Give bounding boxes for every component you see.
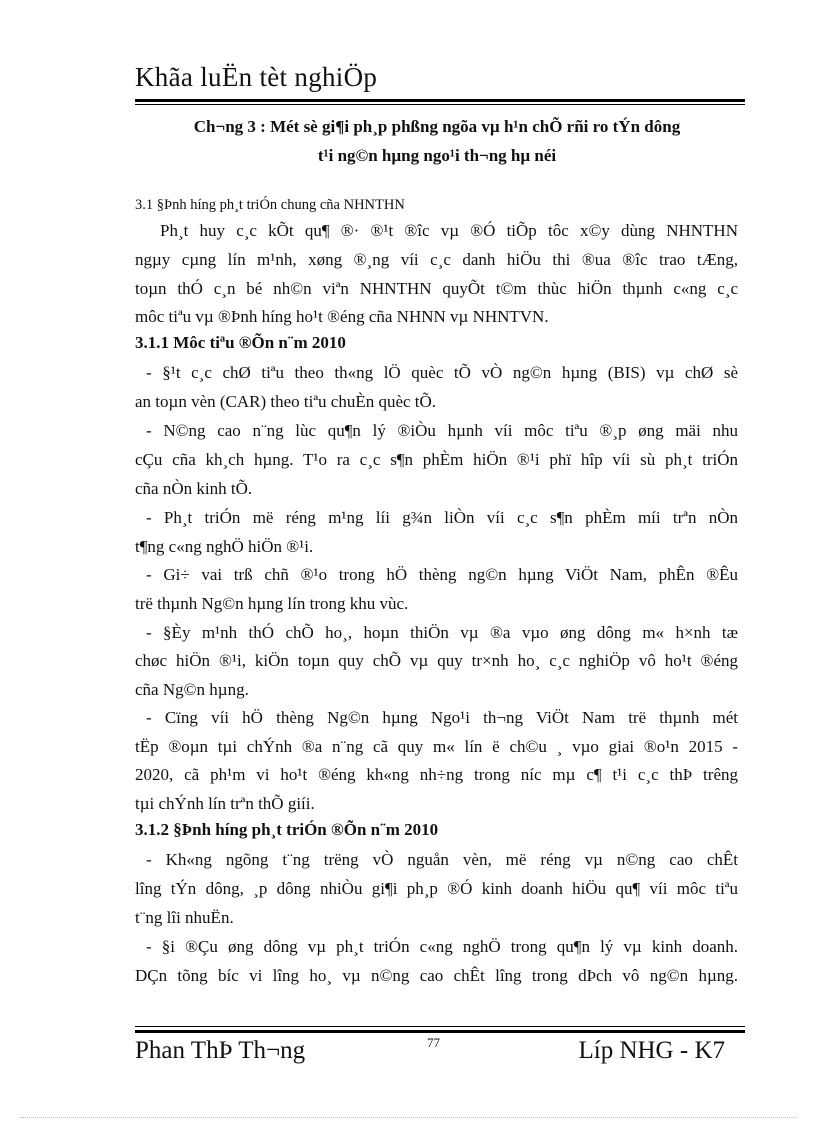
bullet-line: tËp ®oµn tµi chÝnh ®a n¨ng cã quy m« lín ë ch©u ¸ vµo giai ®o¹n 2015 - <box>135 737 738 756</box>
paragraph-line: môc tiªu vµ ®Þnh híng ho¹t ®éng cña NHNN vµ NHNTVN. <box>135 307 549 326</box>
section-heading-3-1-2: 3.1.2 §Þnh híng ph¸t triÓn ®Õn n¨m 2010 <box>135 820 439 839</box>
bullet-line: - §¹t c¸c chØ tiªu theo th«ng lÖ quèc tÕ vÒ ng©n hµng (BIS) vµ chØ sè <box>146 363 738 382</box>
header-rule-thin <box>135 104 745 105</box>
bullet-line: an toµn vèn (CAR) theo tiªu chuÈn quèc tÕ. <box>135 392 437 411</box>
footer-rule-thick <box>135 1030 745 1033</box>
paragraph-line: ngµy cµng lín m¹nh, xøng ®¸ng víi c¸c danh hiÖu thi ®ua ®îc trao tÆng, <box>135 250 738 269</box>
footer-page-number: 77 <box>427 1035 440 1050</box>
bullet-line: - Ph¸t triÓn më réng m¹ng líi g¾n liÒn víi c¸c s¶n phÈm míi trªn nÒn <box>146 508 738 527</box>
paragraph-line: toµn thÓ c¸n bé nh©n viªn NHNTHN quyÕt t©m thùc hiÖn thµnh c«ng c¸c <box>135 279 738 298</box>
chapter-title-line-2: t¹i ng©n hµng ngo¹i th¬ng hµ néi <box>317 146 557 165</box>
bullet-line: DÇn tõng bíc vi lîng ho¸ vµ n©ng cao chÊt lîng trong dÞch vô ng©n hµng. <box>135 966 738 985</box>
bullet-line: - N©ng cao n¨ng lùc qu¶n lý ®iÒu hµnh víi môc tiªu ®¸p øng mäi nhu <box>146 421 738 440</box>
bullet-line: lîng tÝn dông, ¸p dông nhiÒu gi¶i ph¸p ®Ó kinh doanh hiÖu qu¶ víi môc tiªu <box>135 879 738 898</box>
header-title: Khãa luËn tèt nghiÖp <box>135 62 378 92</box>
bullet-line: - Kh«ng ngõng t¨ng trëng vÒ nguån vèn, më réng vµ n©ng cao chÊt <box>146 850 738 869</box>
bullet-line: - §i ®Çu øng dông vµ ph¸t triÓn c«ng nghÖ trong qu¶n lý vµ kinh doanh. <box>146 937 738 956</box>
bullet-line: - Gi÷ vai trß chñ ®¹o trong hÖ thèng ng©n hµng ViÖt Nam, phÊn ®Êu <box>146 565 738 584</box>
bullet-line: cña Ng©n hµng. <box>135 680 249 699</box>
bullet-line: - Cïng víi hÖ thèng Ng©n hµng Ngo¹i th¬ng ViÖt Nam trë thµnh mét <box>146 708 738 727</box>
section-heading-3-1: 3.1 §Þnh híng ph¸t triÓn chung cña NHNTHN <box>135 197 405 213</box>
bullet-line: t¶ng c«ng nghÖ hiÖn ®¹i. <box>135 537 314 556</box>
footer-author: Phan ThÞ Th¬ng <box>135 1037 306 1064</box>
bullet-line: tµi chÝnh lín trªn thÕ giíi. <box>135 794 315 813</box>
footer-class: Líp NHG - K7 <box>578 1037 725 1064</box>
header-rule-thick <box>135 99 745 102</box>
page-bottom-divider <box>20 1117 796 1118</box>
section-heading-3-1-1: 3.1.1 Môc tiªu ®Õn n¨m 2010 <box>135 333 346 352</box>
bullet-line: 2020, cã ph¹m vi ho¹t ®éng kh«ng nh÷ng trong níc mµ c¶ t¹i c¸c thÞ trêng <box>135 765 738 784</box>
bullet-line: - §Èy m¹nh thÓ chÕ ho¸, hoµn thiÖn vµ ®a vµo øng dông m« h×nh tæ <box>146 623 738 642</box>
chapter-title-line-1: Ch¬ng 3 : Mét sè gi¶i ph¸p phßng ngõa vµ h¹n chÕ rñi ro tÝn dông <box>193 117 681 136</box>
bullet-line: trë thµnh Ng©n hµng lín trong khu vùc. <box>135 594 409 613</box>
bullet-line: cÇu cña kh¸ch hµng. T¹o ra c¸c s¶n phÈm hiÖn ®¹i phï hîp víi sù ph¸t triÓn <box>135 450 738 469</box>
footer-rule-thin <box>135 1026 745 1027</box>
bullet-line: t¨ng lîi nhuËn. <box>135 908 234 927</box>
bullet-line: chøc hiÖn ®¹i, kiÖn toµn quy chÕ vµ quy tr×nh ho¸ c¸c nghiÖp vô ho¹t ®éng <box>135 651 738 670</box>
bullet-line: cña nÒn kinh tÕ. <box>135 479 253 498</box>
paragraph-line: Ph¸t huy c¸c kÕt qu¶ ®· ®¹t ®îc vµ ®Ó tiÕp tôc x©y dùng NHNTHN <box>160 221 738 240</box>
